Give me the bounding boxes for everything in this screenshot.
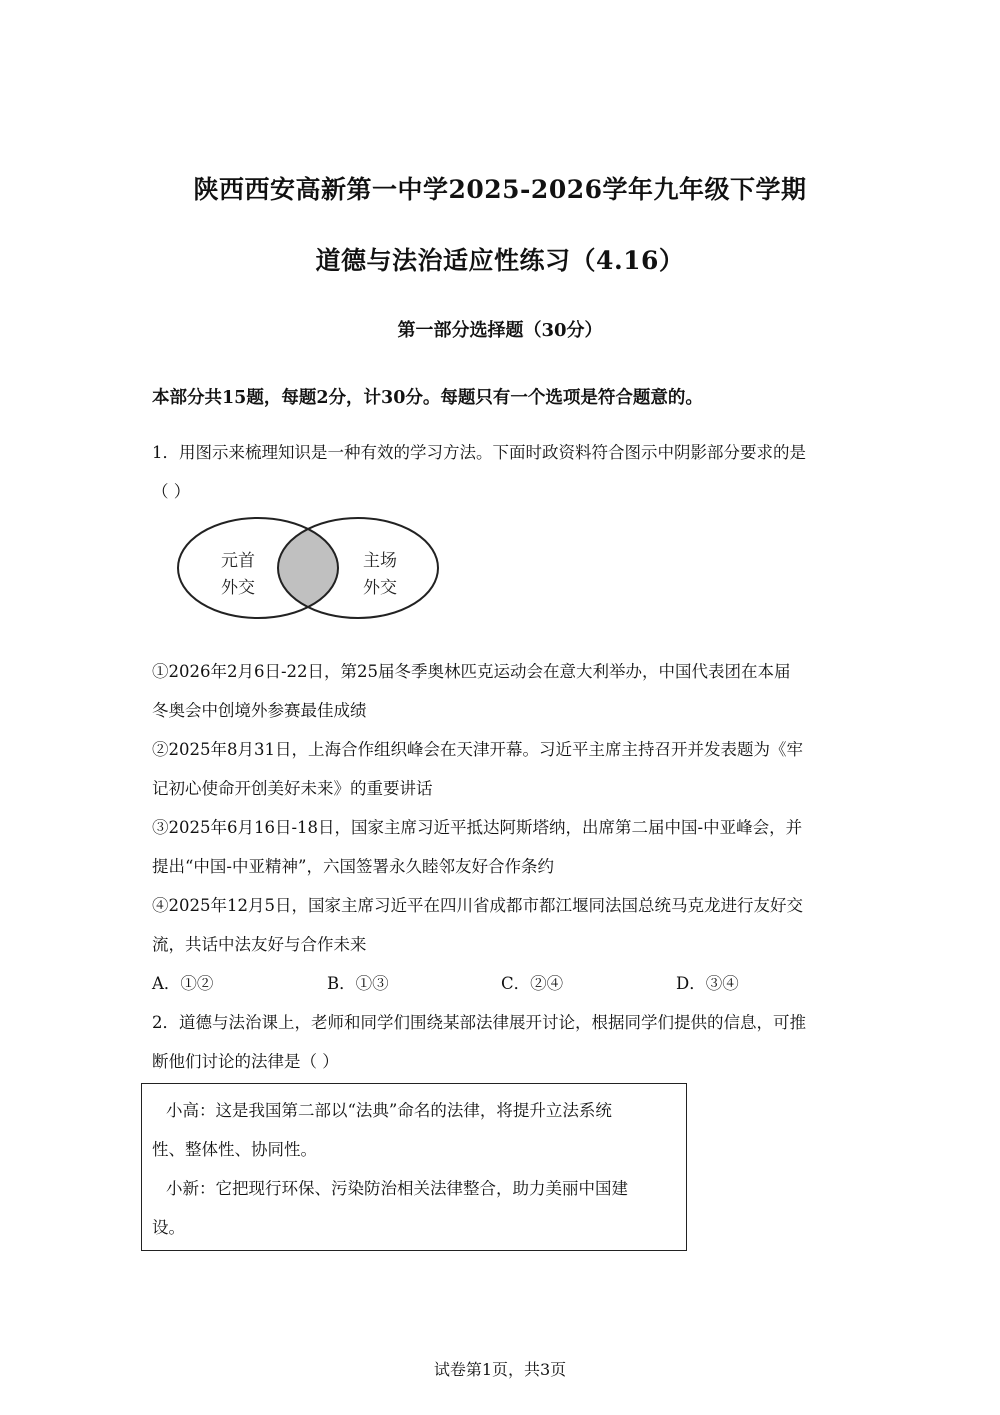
q1-item-4-line-2: 流，共话中法友好与合作未来 — [152, 935, 367, 954]
q1-item-2-line-1: ②2025年8月31日，上海合作组织峰会在天津开幕。习近平主席主持召开并发表题为《牢 — [152, 740, 803, 759]
venn-right-label-1: 主场 — [363, 551, 397, 571]
q2-box-line-2: 性、整体性、协同性。 — [152, 1140, 317, 1159]
venn-left-label-1: 元首 — [221, 551, 255, 571]
q1-option-b[interactable]: B．①③ — [327, 974, 389, 993]
venn-diagram — [176, 516, 442, 624]
page-title-line-1: 陕西西安高新第一中学2025-2026学年九年级下学期 — [193, 175, 807, 204]
q1-option-d[interactable]: D．③④ — [676, 974, 739, 993]
section-instructions: 本部分共15题，每题2分，计30分。每题只有一个选项是符合题意的。 — [152, 388, 703, 408]
q1-option-c[interactable]: C．②④ — [501, 974, 564, 993]
q2-box-line-3: 小新：它把现行环保、污染防治相关法律整合，助力美丽中国建 — [166, 1179, 628, 1198]
q2-box-line-1: 小高：这是我国第二部以“法典”命名的法律，将提升立法系统 — [166, 1101, 612, 1120]
q2-stem-line-1: 2．道德与法治课上，老师和同学们围绕某部法律展开讨论，根据同学们提供的信息，可推 — [152, 1013, 806, 1032]
q1-item-3-line-2: 提出“中国-中亚精神”，六国签署永久睦邻友好合作条约 — [152, 857, 554, 876]
q2-stem-line-2: 断他们讨论的法律是（ ） — [152, 1052, 339, 1071]
q1-item-1-line-2: 冬奥会中创境外参赛最佳成绩 — [152, 701, 367, 720]
q2-info-box — [141, 1083, 687, 1251]
q1-option-a[interactable]: A．①② — [152, 974, 214, 993]
q1-stem-line-2: （ ） — [152, 482, 191, 501]
q1-item-3-line-1: ③2025年6月16日-18日，国家主席习近平抵达阿斯塔纳，出席第二届中国-中亚峰会，并 — [152, 818, 803, 837]
q1-item-1-line-1: ①2026年2月6日-22日，第25届冬季奥林匹克运动会在意大利举办，中国代表团在本届 — [152, 662, 791, 681]
q2-box-line-4: 设。 — [152, 1218, 185, 1237]
page-footer: 试卷第1页，共3页 — [433, 1360, 567, 1379]
section-title: 第一部分选择题（30分） — [397, 320, 603, 341]
q1-item-4-line-1: ④2025年12月5日，国家主席习近平在四川省成都市都江堰同法国总统马克龙进行友好交 — [152, 896, 803, 915]
venn-right-label-2: 外交 — [363, 578, 397, 598]
q1-item-2-line-2: 记初心使命开创美好未来》的重要讲话 — [152, 779, 433, 798]
page-title-line-2: 道德与法治适应性练习（4.16） — [315, 246, 685, 275]
venn-left-label-2: 外交 — [221, 578, 255, 598]
q1-stem-line-1: 1．用图示来梳理知识是一种有效的学习方法。下面时政资料符合图示中阴影部分要求的是 — [152, 443, 806, 462]
